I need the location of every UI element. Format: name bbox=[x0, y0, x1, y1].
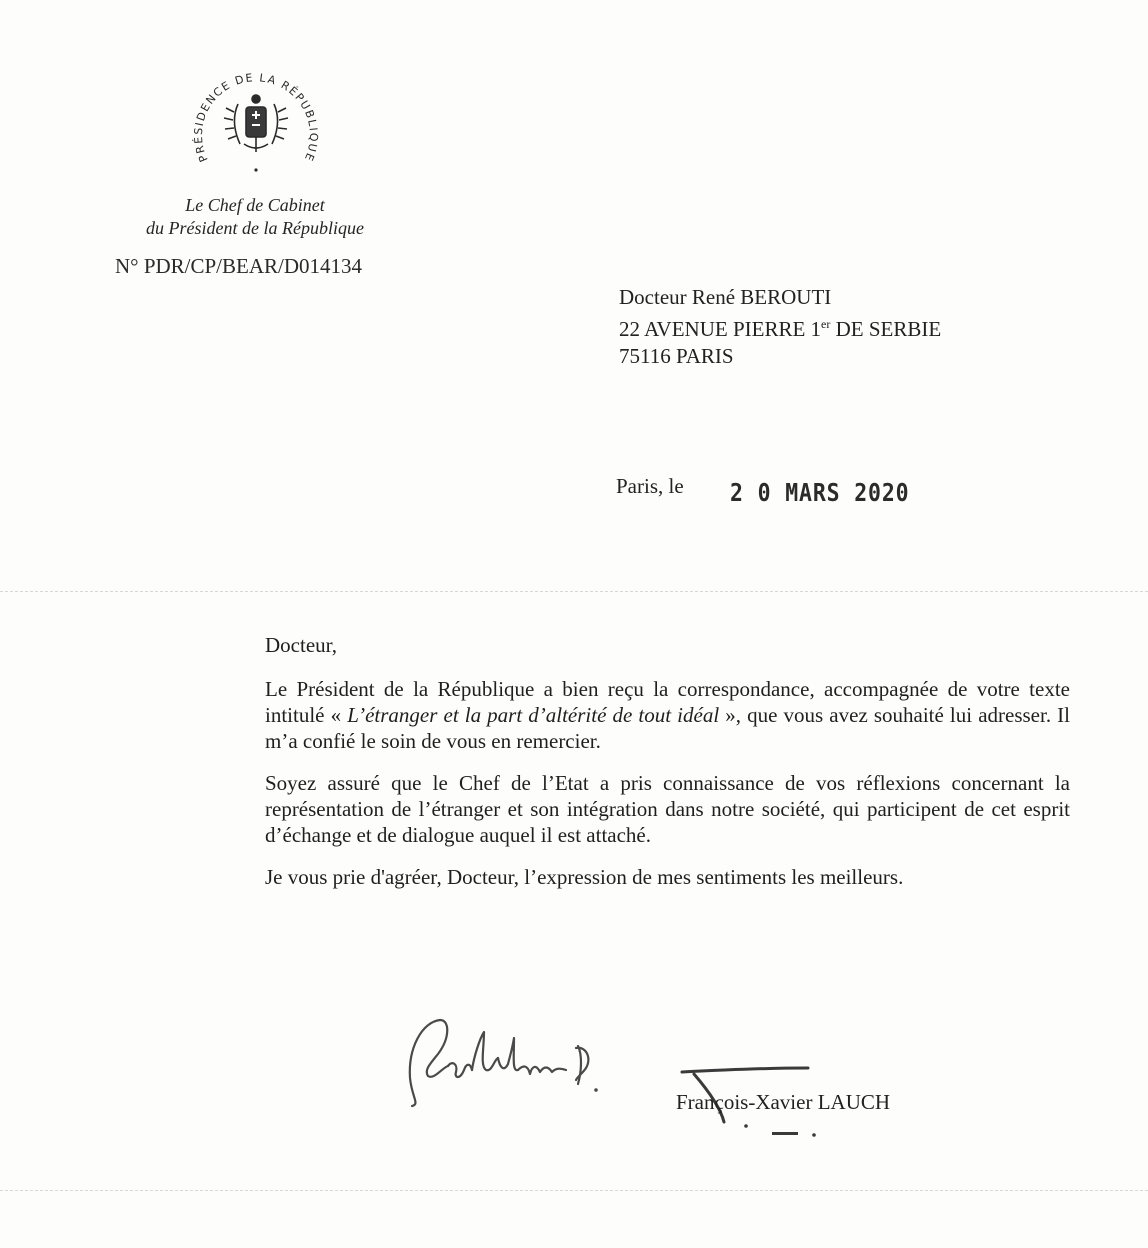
presidential-emblem-icon bbox=[186, 52, 326, 192]
fold-line bbox=[0, 1190, 1148, 1191]
closing-formula: Je vous prie d'agréer, Docteur, l’expression de mes sentiments les meilleurs. bbox=[265, 865, 904, 889]
signer-name: François-Xavier LAUCH bbox=[676, 1090, 891, 1114]
paragraph-1: Le Président de la République a bien reçu la correspondance, accompagnée de votre texte intitulé « L’étranger et la part d’altérité de tout idéal », que vous avez souhaité lui adresser. Il m’a confié le soin de vous en remercier. bbox=[265, 677, 1071, 753]
sender-office bbox=[120, 194, 390, 240]
presidential-seal bbox=[186, 52, 326, 192]
handwritten-signature bbox=[400, 1008, 610, 1113]
seal-legend: PRÉSIDENCE DE LA RÉPUBLIQUE bbox=[191, 71, 321, 164]
date-stamp: 2 0 MARS 2020 bbox=[730, 478, 910, 507]
office-subtitle: du Président de la République bbox=[146, 218, 364, 238]
fold-line bbox=[0, 591, 1148, 592]
signature-icon bbox=[400, 1008, 610, 1113]
reference-number: N° PDR/CP/BEAR/D014134 bbox=[115, 254, 363, 278]
date-label: Paris, le bbox=[616, 474, 684, 498]
office-title: Le Chef de Cabinet bbox=[185, 195, 325, 215]
recipient-city: 75116 PARIS bbox=[619, 344, 734, 368]
recipient-name: Docteur René BEROUTI bbox=[619, 285, 832, 309]
paragraph-2: Soyez assuré que le Chef de l’Etat a pris connaissance de vos réflexions concernant la représentation de l’étranger et son intégration dans notre société, qui participent de cet esprit d’échange et de dialogue auquel il est attaché. bbox=[265, 771, 1070, 847]
essay-title: L’étranger et la part d’altérité de tout idéal bbox=[347, 703, 720, 727]
recipient-address bbox=[619, 284, 941, 370]
recipient-street: 22 AVENUE PIERRE 1er DE SERBIE bbox=[619, 317, 942, 341]
letter-body bbox=[265, 632, 1070, 906]
salutation: Docteur, bbox=[265, 633, 338, 657]
